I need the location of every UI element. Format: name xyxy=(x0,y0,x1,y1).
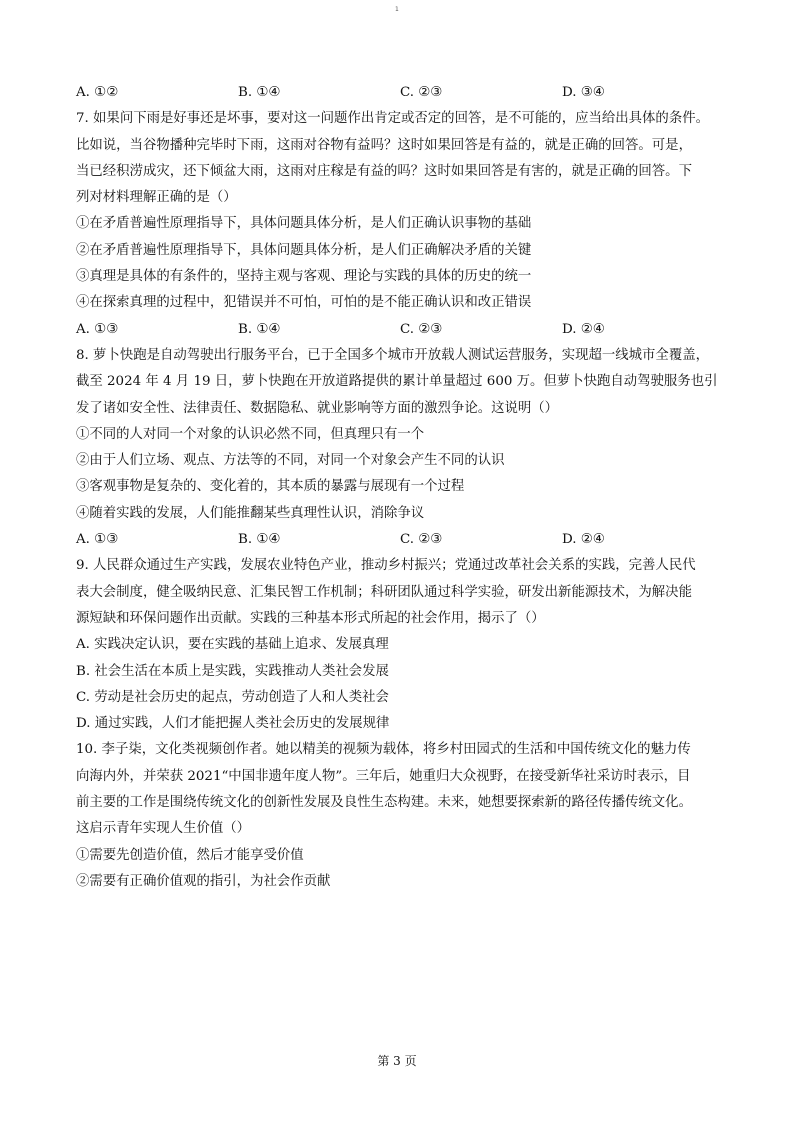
q7-stem-line: 当已经积涝成灾，还下倾盆大雨，这雨对庄稼是有益的吗？这时如果回答是有害的，就是正确的回答。下 xyxy=(76,163,692,179)
question-8 xyxy=(76,343,736,553)
q6-options xyxy=(76,80,736,106)
q7-stem-line: 列对材料理解正确的是（） xyxy=(76,190,237,206)
q8-option-d: D. ②④ xyxy=(562,532,605,548)
q7-statement-2: ②在矛盾普遍性原理指导下，具体问题具体分析，是人们正确解决矛盾的关键 xyxy=(76,242,532,258)
q8-stem-line: 发了诸如安全性、法律责任、数据隐私、就业影响等方面的激烈争论。这说明（） xyxy=(76,400,559,416)
q6-option-c: C. ②③ xyxy=(400,85,443,100)
q8-option-a: A. ①③ xyxy=(76,532,119,548)
q8-statement-3: ③客观事物是复杂的、变化着的，其本质的暴露与展现有一个过程 xyxy=(76,479,465,495)
q8-stem-line: 8. 萝卜快跑是自动驾驶出行服务平台，已于全国多个城市开放载人测试运营服务，实现超一线城市全覆盖， xyxy=(76,347,709,363)
q9-option-c: C. 劳动是社会历史的起点，劳动创造了人和人类社会 xyxy=(76,689,389,705)
q10-statement-1: ①需要先创造价值，然后才能享受价值 xyxy=(76,847,304,863)
q10-statement-2: ②需要有正确价值观的指引，为社会作贡献 xyxy=(76,873,331,889)
question-9 xyxy=(76,553,736,737)
q9-stem-line: 源短缺和环保问题作出贡献。实践的三种基本形式所起的社会作用，揭示了（） xyxy=(76,610,545,626)
q7-option-c: C. ②③ xyxy=(400,321,443,337)
q7-option-b: B. ①④ xyxy=(238,321,281,337)
q8-stem-line: 截至 2024 年 4 月 19 日，萝卜快跑在开放道路提供的累计单量超过 600 万。但萝卜快跑自动驾驶服务也引 xyxy=(76,374,718,390)
q10-stem-line: 这启示青年实现人生价值（） xyxy=(76,821,251,837)
q9-option-a: A. 实践决定认识，要在实践的基础上追求、发展真理 xyxy=(76,637,389,653)
q7-statement-1: ①在矛盾普遍性原理指导下，具体问题具体分析，是人们正确认识事物的基础 xyxy=(76,216,532,232)
q10-stem-line: 前主要的工作是围绕传统文化的创新性发展及良性生态构建。未来，她想要探索新的路径传播传统文化。 xyxy=(76,795,692,811)
q7-option-a: A. ①③ xyxy=(76,321,119,337)
q7-statement-4: ④在探索真理的过程中，犯错误并不可怕，可怕的是不能正确认识和改正错误 xyxy=(76,295,532,311)
q9-option-d: D. 通过实践，人们才能把握人类社会历史的发展规律 xyxy=(76,716,390,732)
q10-stem-line: 向海内外，并荣获 2021“中国非遗年度人物”。三年后，她重归大众视野，在接受新华社采访时表示，目 xyxy=(76,768,691,784)
q8-option-b: B. ①④ xyxy=(238,532,281,548)
q8-statement-4: ④随着实践的发展，人们能推翻某些真理性认识，消除争议 xyxy=(76,505,425,521)
q7-stem-line: 比如说，当谷物播种完毕时下雨，这雨对谷物有益吗？这时如果回答是有益的，就是正确的回答。可是， xyxy=(76,137,692,153)
q9-stem-line: 表大会制度，健全吸纳民意、汇集民智工作机制；科研团队通过科学实验，研发出新能源技术，为解决能 xyxy=(76,584,692,600)
q8-options xyxy=(76,527,736,553)
header-mark: 1 xyxy=(395,6,399,13)
q6-option-d: D. ③④ xyxy=(562,85,605,100)
q7-options xyxy=(76,317,736,343)
q7-option-d: D. ②④ xyxy=(562,321,605,337)
page-content xyxy=(76,80,736,895)
q8-statement-2: ②由于人们立场、观点、方法等的不同，对同一个对象会产生不同的认识 xyxy=(76,453,505,469)
page-number: 第 3 页 xyxy=(377,1054,417,1068)
q7-stem-line: 7. 如果问下雨是好事还是坏事，要对这一问题作出肯定或否定的回答，是不可能的，应当给出具体的条件。 xyxy=(76,111,709,127)
q9-option-b: B. 社会生活在本质上是实践，实践推动人类社会发展 xyxy=(76,663,389,679)
question-10 xyxy=(76,737,736,895)
q8-option-c: C. ②③ xyxy=(400,532,443,548)
question-7 xyxy=(76,106,736,343)
q9-stem-line: 9. 人民群众通过生产实践，发展农业特色产业，推动乡村振兴；党通过改革社会关系的实践，完善人民代 xyxy=(76,558,696,574)
q6-option-a: A. ①② xyxy=(76,85,119,100)
q8-statement-1: ①不同的人对同一个对象的认识必然不同，但真理只有一个 xyxy=(76,426,425,442)
q7-statement-3: ③真理是具体的有条件的，坚持主观与客观、理论与实践的具体的历史的统一 xyxy=(76,269,532,285)
q6-option-b: B. ①④ xyxy=(238,85,281,100)
q10-stem-line: 10. 李子柒，文化类视频创作者。她以精美的视频为载体，将乡村田园式的生活和中国传统文化的魅力传 xyxy=(76,742,691,758)
